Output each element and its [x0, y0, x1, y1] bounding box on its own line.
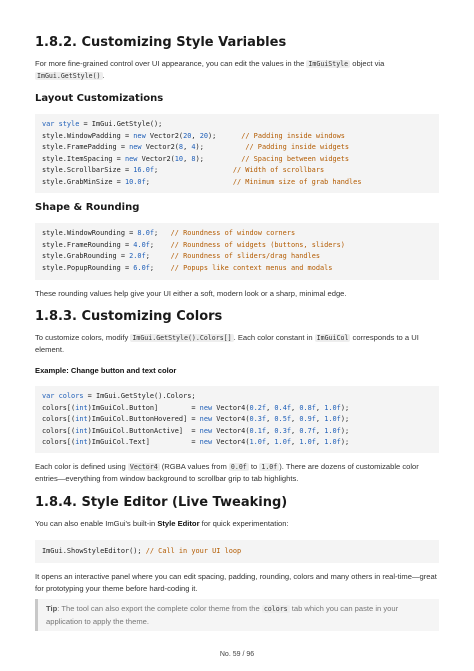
heading-layout-customizations: Layout Customizations — [35, 93, 164, 104]
code-token: ; — [149, 263, 171, 272]
code-token: // Roundness of widgets (buttons, sliders) — [170, 240, 345, 249]
code-token: , — [266, 403, 275, 412]
heading-1-8-2: 1.8.2. Customizing Style Variables — [35, 35, 287, 50]
code-token: Vector4( — [212, 438, 250, 446]
heading-1-8-4: 1.8.4. Style Editor (Live Tweaking) — [35, 495, 288, 510]
code-token: style.PopupRounding = — [42, 263, 134, 272]
code-line — [42, 131, 432, 143]
inline-code-colors-array: ImGui.GetStyle().Colors[] — [132, 334, 232, 342]
page-number: No. 59 / 96 — [219, 651, 255, 658]
code-token: , — [191, 131, 200, 140]
code-line — [42, 228, 432, 240]
code-token: 0.5f — [274, 415, 291, 423]
code-line — [42, 177, 432, 189]
code-token: Vector2( — [137, 154, 175, 163]
code-token: , — [315, 415, 325, 423]
code-block-layout — [35, 114, 439, 193]
code-token: ); — [340, 438, 350, 446]
code-line — [42, 142, 432, 154]
code-token: )ImGuiCol.Button] = — [87, 403, 200, 412]
code-line — [42, 437, 432, 449]
code-token: 10.0f — [124, 177, 146, 186]
code-token: style.FramePadding = — [42, 143, 130, 151]
inline-code-getstyle: ImGui.GetStyle() — [37, 72, 101, 80]
code-token: // Call in your UI loop — [145, 546, 242, 555]
code-token: 20 — [183, 131, 192, 140]
code-token: ImGui.ShowStyleEditor(); — [42, 546, 146, 555]
code-token: new — [199, 403, 213, 412]
code-token: colors[( — [42, 415, 76, 423]
code-block-colors — [35, 386, 439, 453]
code-token: ); — [195, 154, 242, 163]
code-token: ; — [154, 229, 171, 237]
code-token: // Padding inside windows — [241, 131, 345, 140]
code-token: , — [291, 403, 300, 412]
code-token: colors[( — [42, 426, 76, 435]
style-editor-explanation: It opens an interactive panel where you can edit spacing, padding, rounding, colors and many others in real-time—great for prototyping your theme before hard-coding it. — [35, 572, 437, 593]
code-token: style.ScrollbarSize = — [42, 166, 134, 174]
code-token: , — [291, 426, 300, 435]
code-token: style.WindowRounding = — [42, 229, 138, 237]
code-token: ); — [340, 403, 350, 412]
style-editor-intro: You can also enable ImGui's built-in Style Editor for quick experimentation: — [35, 519, 289, 528]
code-token: ; — [145, 252, 171, 260]
inline-code-colors-tab: colors — [263, 605, 288, 613]
heading-1-8-3: 1.8.3. Customizing Colors — [35, 309, 223, 324]
code-token: new — [129, 143, 142, 151]
code-token: 8.0f — [137, 229, 155, 237]
code-token: , — [315, 403, 325, 412]
code-token: 0.7f — [299, 426, 316, 435]
inline-code-imguicol: ImGuiCol — [316, 334, 349, 342]
code-token: 0.2f — [249, 403, 267, 412]
code-token: new — [199, 415, 213, 423]
code-block-rounding — [35, 223, 439, 280]
code-line — [42, 240, 432, 252]
code-token: colors[( — [42, 438, 76, 446]
colors-intro: To customize colors, modify ImGui.GetStyle().Colors[] . Each color constant in ImGuiCol corresponds to a UI element. — [35, 333, 419, 354]
code-token: ; — [145, 177, 233, 186]
inline-code-imguistyle: ImGuiStyle — [308, 60, 349, 68]
code-token: , — [315, 438, 325, 446]
code-token: Vector4( — [212, 426, 250, 435]
code-token: , — [315, 426, 325, 435]
code-token: , — [266, 438, 275, 446]
code-token: 8 — [191, 154, 196, 163]
code-token: 20 — [199, 131, 209, 140]
code-token: // Roundness of window corners — [170, 229, 296, 237]
code-line — [42, 154, 432, 166]
code-block-style-editor — [35, 540, 439, 563]
code-token: style — [58, 120, 80, 128]
code-line — [42, 546, 432, 558]
code-token: // Padding inside widgets — [245, 143, 350, 151]
code-token: 1.0f — [324, 415, 341, 423]
code-token: // Popups like context menus and modals — [170, 263, 333, 272]
code-token: ; — [149, 240, 171, 249]
inline-code-vector4: Vector4 — [129, 463, 158, 471]
code-token: var — [42, 120, 55, 128]
code-token: style.ItemSpacing = — [42, 154, 125, 163]
code-token: new — [199, 426, 213, 435]
code-line — [42, 403, 432, 415]
code-token: 16.0f — [133, 166, 155, 174]
code-token: Vector4( — [212, 415, 250, 423]
code-token: style.GrabMinSize = — [42, 177, 125, 186]
example-label: Example: Change button and text color — [35, 366, 177, 375]
code-token: 2.0f — [129, 252, 146, 260]
inline-code-one: 1.0f — [261, 463, 278, 471]
code-line — [42, 263, 432, 275]
code-token: 0.3f — [249, 415, 267, 423]
code-token: // Width of scrollbars — [232, 166, 325, 174]
code-token: 1.0f — [274, 438, 291, 446]
rounding-explanation: These rounding values help give your UI either a soft, modern look or a sharp, minimal edge. — [35, 289, 347, 298]
code-token: )ImGuiCol.ButtonActive] = — [87, 426, 200, 435]
code-token: 0.4f — [274, 403, 291, 412]
code-token: ; — [154, 166, 233, 174]
code-token: new — [133, 131, 146, 140]
code-token: , — [183, 143, 192, 151]
code-token: 1.0f — [324, 438, 341, 446]
code-line — [42, 414, 432, 426]
code-token: int — [75, 438, 88, 446]
code-token: 1.0f — [324, 426, 341, 435]
code-token: 4 — [191, 143, 196, 151]
code-token: // Minimum size of grab handles — [232, 177, 362, 186]
code-token: 0.1f — [249, 426, 267, 435]
code-token: , — [266, 426, 275, 435]
code-token: , — [291, 438, 300, 446]
code-token: ); — [208, 131, 242, 140]
code-token: 0.9f — [299, 415, 316, 423]
inline-code-zero: 0.0f — [230, 463, 247, 471]
code-token: var — [42, 392, 55, 400]
code-token: // Roundness of sliders/drag handles — [170, 252, 320, 260]
code-line — [42, 391, 432, 403]
code-token: 10 — [174, 154, 184, 163]
code-token: // Spacing between widgets — [241, 154, 350, 163]
tip-callout: Tip: The tool can also export the complete color theme from the colors tab which you can paste in your application to apply the theme. — [35, 599, 439, 631]
code-token: = ImGui.GetStyle().Colors; — [83, 392, 196, 400]
code-line — [42, 165, 432, 177]
code-token: Vector4( — [212, 403, 250, 412]
code-token: style.FrameRounding = — [42, 240, 134, 249]
heading-shape-rounding: Shape & Rounding — [35, 202, 140, 213]
code-token: new — [124, 154, 138, 163]
code-token: style.GrabRounding = — [42, 252, 130, 260]
code-token: style.WindowPadding = — [42, 131, 134, 140]
code-token: colors[( — [42, 403, 76, 412]
code-token: , — [266, 415, 275, 423]
code-token: 1.0f — [249, 438, 267, 446]
code-token: new — [199, 438, 213, 446]
code-token: ); — [340, 415, 350, 423]
code-token: , — [291, 415, 300, 423]
code-token: colors — [58, 392, 84, 400]
code-token: 8 — [178, 143, 184, 151]
code-token: 1.0f — [299, 438, 316, 446]
colors-explanation: Each color is defined using Vector4 (RGBA values from 0.0f to 1.0f ). There are dozens of customizable color entries—everything from window background to scrollbar grip to tab highlights. — [35, 462, 419, 483]
code-token: Vector2( — [141, 143, 179, 151]
code-token: )ImGuiCol.Text] = — [87, 438, 200, 446]
code-token: ); — [340, 426, 350, 435]
code-token: int — [75, 426, 88, 435]
code-line — [42, 119, 432, 131]
code-token: ); — [195, 143, 246, 151]
code-token: 1.0f — [324, 403, 341, 412]
code-token: 0.8f — [299, 403, 316, 412]
code-token: int — [75, 403, 88, 412]
code-token: )ImGuiCol.ButtonHovered] = — [87, 415, 200, 423]
code-line — [42, 426, 432, 438]
code-token: 4.0f — [133, 240, 150, 249]
code-token: , — [183, 154, 192, 163]
style-variables-intro: For more fine-grained control over UI appearance, you can edit the values in the ImGuiStyle object via ImGui.GetStyle() . — [35, 59, 385, 80]
code-token: Vector2( — [145, 131, 184, 140]
code-token: = ImGui.GetStyle(); — [79, 120, 163, 128]
code-token: 6.0f — [133, 263, 150, 272]
code-token: 0.3f — [274, 426, 291, 435]
code-token: int — [75, 415, 88, 423]
code-line — [42, 251, 432, 263]
